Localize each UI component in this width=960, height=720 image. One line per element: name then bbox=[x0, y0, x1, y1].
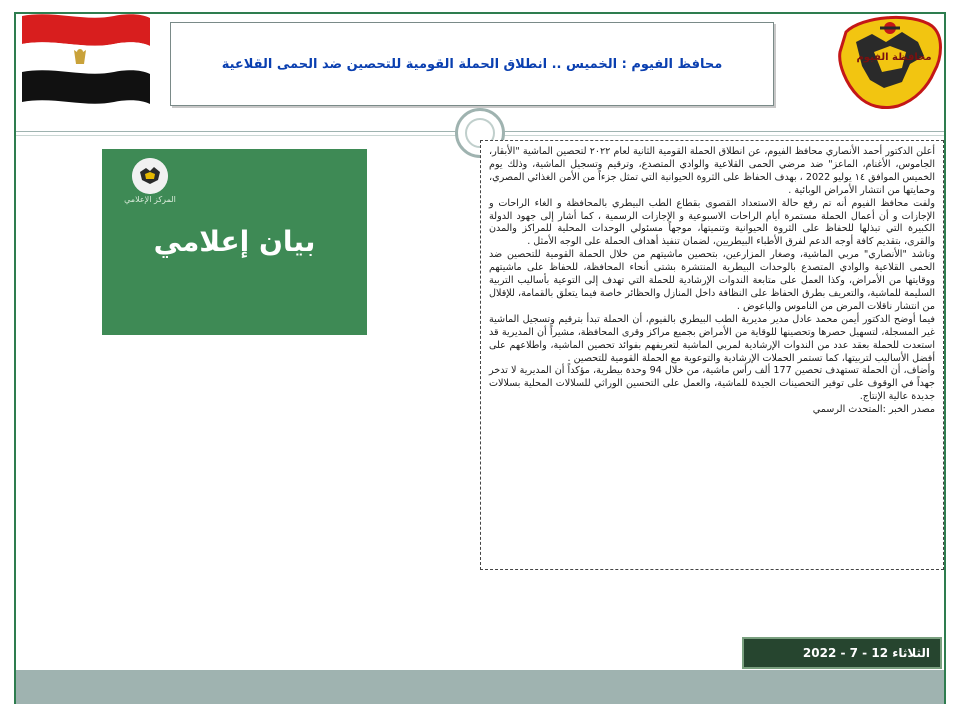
egypt-flag-image bbox=[14, 8, 154, 112]
governorate-logo bbox=[832, 12, 948, 114]
article-paragraph: وأضاف، أن الحملة تستهدف تحصين 177 ألف رأس ماشية، من خلال 94 وحدة بيطرية، مؤكداً أن المديرية لا تدخر جهداً في الوقوف على توفير التحصينات الجيدة للماشية، والعمل على التحسين الوراثي للسلالات المحلية بسلالات جديدة عالية الإنتاج. bbox=[489, 365, 935, 403]
logo-text: محافظة الفيوم bbox=[856, 52, 932, 63]
article-paragraph: ولفت محافظ الفيوم أنه تم رفع حالة الاستعداد القصوى بقطاع الطب البيطري بالمحافظة و الغاء الراحات و الإجازات و أن أعمال الحملة مستمرة أيام الراحات الاسبوعية و الإجازات الرسمية ، كما أشار إلى جهود الدولة الكبيرة التي تبذلها للحفاظ على الثروة الحيوانية وتنميتها، موجهاً مسئولي الوحدات المحلية للمراكز والمدن والقرى، بتقديم كافة أوجه الدعم لفرق الأطباء البيطريين، لضمان تنفيذ أهداف الحملة على الوجه الأمثل . bbox=[489, 197, 935, 248]
article-paragraph: فيما أوضح الدكتور أيمن محمد عادل مدير مديرية الطب البيطري بالفيوم، أن الحملة تبدأ بترقيم وتسجيل الماشية غير المسجلة، لتسهيل حصرها وتحصينها للوقاية من الأمراض بجميع مراكز وقرى المحافظة، مشيراً أن المديرية قد استعدت للحملة بعقد عدد من الندوات الإرشادية لمربي الماشية لتعريفهم بفوائد تحصين الماشية، واطلاعهم على أفضل الأساليب لتربيتها، كما تستمر الحملات الإرشادية والتوعوية مع الحملة القومية للتحصين . bbox=[489, 313, 935, 364]
media-statement-image bbox=[102, 149, 367, 335]
article-paragraph: أعلن الدكتور أحمد الأنصاري محافظ الفيوم، عن انطلاق الحملة القومية الثانية لعام ٢٠٢٢ لتحصين الماشية "الأبقار، الجاموس، الأغنام، الماعز" ضد مرضي الحمى القلاعية والوادي المتصدع، وترقيم وتسجيل الماشية، وذلك يوم الخميس الموافق ١٤ يوليو 2022 ، بهدف الحفاظ على الثروة الحيوانية التي تمثل جزءاً من الأمن الغذائي المصري، وحمايتها من انتشار الأمراض الوبائية . bbox=[489, 146, 935, 196]
date-text: الثلاثاء 12 - 7 - 2022 bbox=[802, 646, 930, 660]
media-center-label: المركز الإعلامي bbox=[124, 195, 176, 204]
headline-text: محافظ الفيوم : الخميس .. انطلاق الحملة القومية للتحصين ضد الحمى القلاعية bbox=[221, 56, 723, 72]
footer-band bbox=[16, 670, 944, 704]
article-box bbox=[480, 140, 944, 570]
media-center-emblem bbox=[132, 158, 168, 194]
article-paragraph: وناشد "الأنصاري" مربي الماشية، وصغار المزارعين، بتحصين ماشيتهم من خلال الحملة القومية للتحصين ضد الحمى القلاعية والوادي المتصدع بالوحدات البيطرية المنتشرة بشتى أنحاء المحافظة، للحفاظ على ماشيتهم ووقايتها من الأمراض، وكذا العمل على متابعة الندوات الإرشادية للحملة التي تهدف إلى التوعية بأساليب التربية السليمة للماشية، والتعريف بطرق الحفاظ على النظافة داخل المنازل والحظائر خاصة فيما يتعلق بالقمامة، للإقلال من انتشار ناقلات المرض من الناموس والباعوض . bbox=[489, 249, 935, 312]
date-box bbox=[742, 637, 942, 669]
article-source: مصدر الخبر :المتحدث الرسمي bbox=[812, 404, 935, 416]
headline-box bbox=[170, 22, 774, 106]
article-body bbox=[489, 146, 935, 417]
media-statement-caption: بيان إعلامي bbox=[153, 225, 316, 258]
